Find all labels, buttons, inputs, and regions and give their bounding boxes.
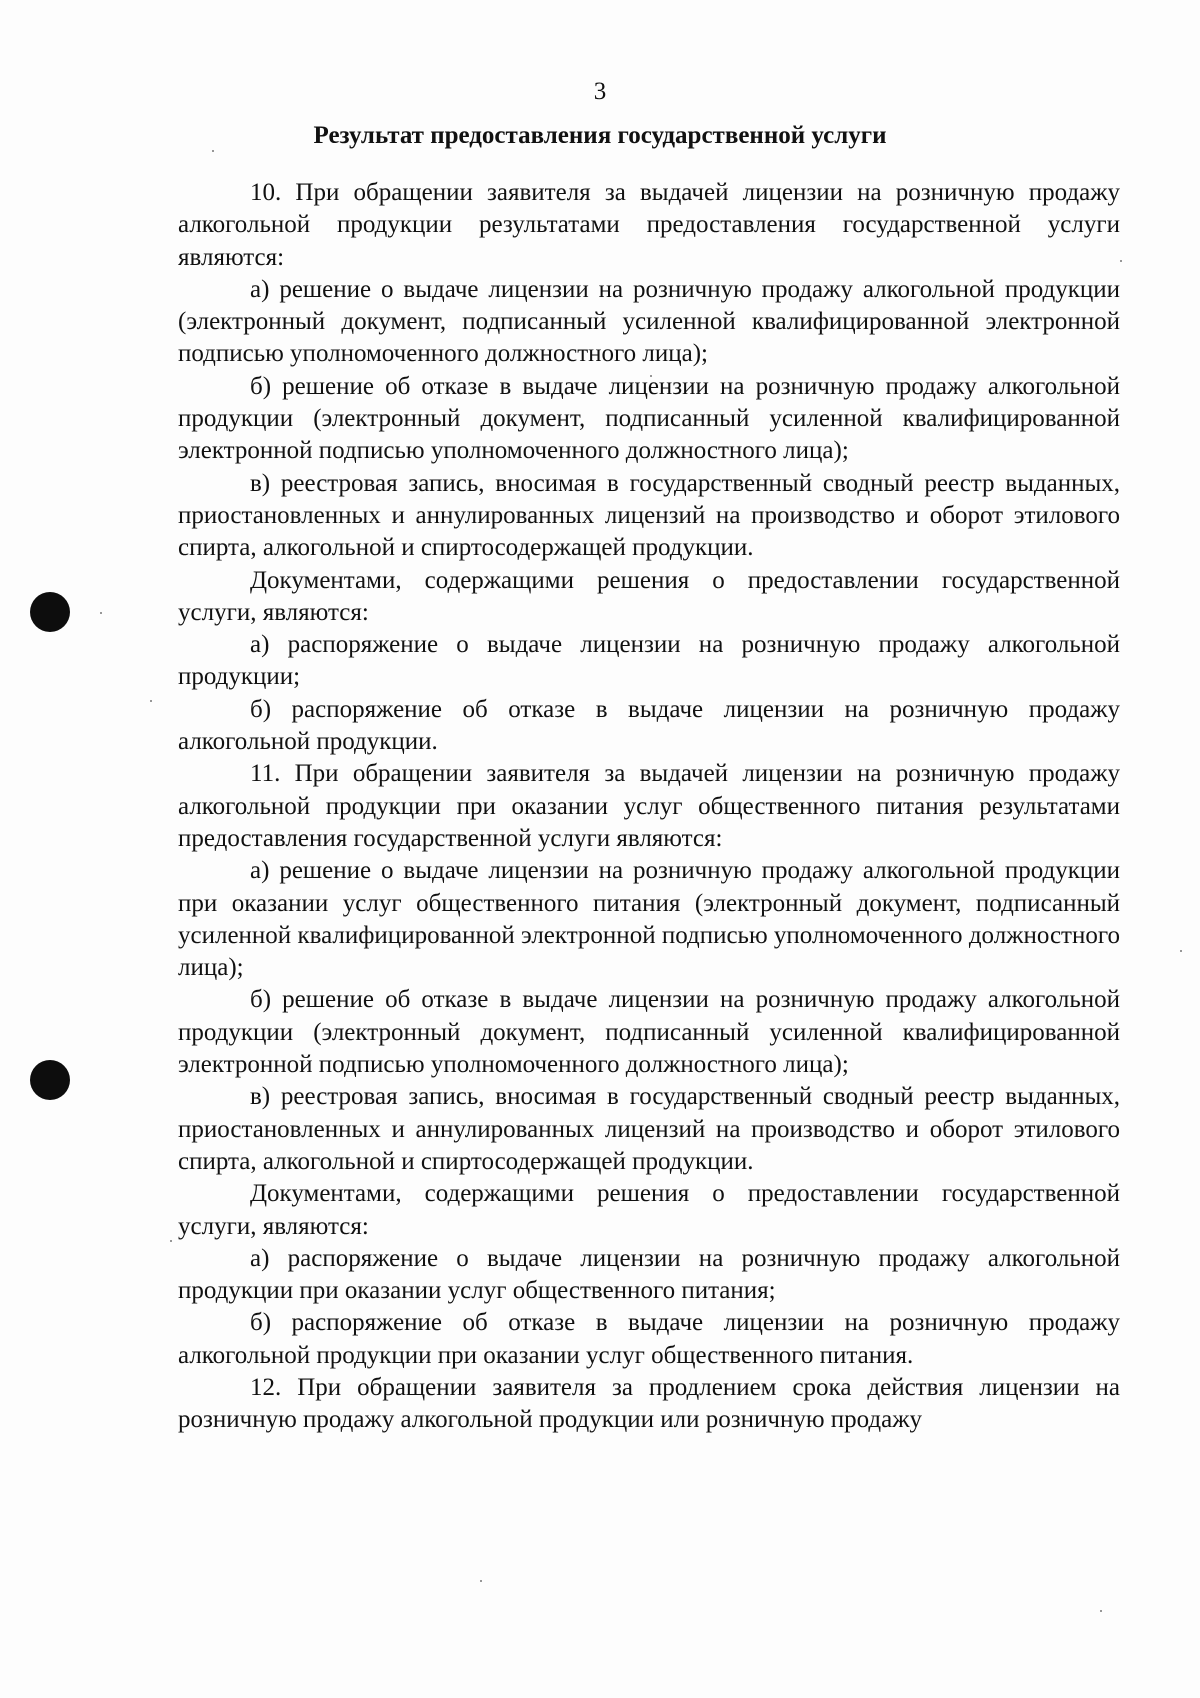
scan-speck: [150, 700, 152, 702]
paragraph: в) реестровая запись, вносимая в государственный сводный реестр выданных, приостановленных и аннулированных лицензий на производство и оборот этилового спирта, алкогольной и спиртосодержащей продукции.: [178, 1083, 1120, 1175]
punch-hole: [30, 592, 70, 632]
paragraph: 12. При обращении заявителя за продлением срока действия лицензии на розничную продажу алкогольной продукции или розничную продажу: [178, 1373, 1120, 1434]
body-text: [178, 177, 1120, 1437]
paragraph: а) решение о выдаче лицензии на розничную продажу алкогольной продукции при оказании услуг общественного питания (электронный документ, подписанный усиленной квалифицированной электронной подписью уполномоченного должностного лица);: [178, 857, 1120, 982]
scan-speck: [1100, 1610, 1102, 1612]
section-heading: Результат предоставления государственной услуги: [313, 122, 887, 149]
paragraph: Документами, содержащими решения о предоставлении государственной услуги, являются:: [178, 566, 1120, 626]
scan-speck: [1180, 950, 1182, 952]
paragraph: 10. При обращении заявителя за выдачей лицензии на розничную продажу алкогольной продукции результатами предоставления государственной услуги являются:: [178, 179, 1120, 271]
paragraph: б) решение об отказе в выдаче лицензии на розничную продажу алкогольной продукции (электронный документ, подписанный усиленной квалифицированной электронной подписью уполномоченного должностного лица);: [178, 372, 1120, 465]
scan-speck: [212, 150, 214, 152]
paragraph: а) решение о выдаче лицензии на розничную продажу алкогольной продукции (электронный документ, подписанный усиленной квалифицированной электронной подписью уполномоченного должностного лица);: [178, 275, 1120, 368]
paragraph: а) распоряжение о выдаче лицензии на розничную продажу алкогольной продукции при оказании услуг общественного питания;: [178, 1244, 1120, 1305]
page-number: 3: [593, 78, 607, 105]
paragraph: б) решение об отказе в выдаче лицензии на розничную продажу алкогольной продукции (электронный документ, подписанный усиленной квалифицированной электронной подписью уполномоченного должностного лица);: [178, 986, 1120, 1079]
punch-hole: [30, 1060, 70, 1100]
scan-speck: [1120, 260, 1122, 262]
scan-speck: [480, 1580, 482, 1582]
paragraph: б) распоряжение об отказе в выдаче лицензии на розничную продажу алкогольной продукции.: [178, 695, 1120, 756]
scan-speck: [100, 612, 102, 614]
paragraph: а) распоряжение о выдаче лицензии на розничную продажу алкогольной продукции;: [178, 631, 1120, 691]
scan-speck: [170, 1240, 172, 1242]
paragraph: 11. При обращении заявителя за выдачей лицензии на розничную продажу алкогольной продукции при оказании услуг общественного питания результатами предоставления государственной услуги являются:: [178, 760, 1120, 852]
paragraph: б) распоряжение об отказе в выдаче лицензии на розничную продажу алкогольной продукции при оказании услуг общественного питания.: [178, 1309, 1120, 1369]
paragraph: в) реестровая запись, вносимая в государственный сводный реестр выданных, приостановленных и аннулированных лицензий на производство и оборот этилового спирта, алкогольной и спиртосодержащей продукции.: [178, 469, 1120, 562]
paragraph: Документами, содержащими решения о предоставлении государственной услуги, являются:: [178, 1180, 1120, 1240]
